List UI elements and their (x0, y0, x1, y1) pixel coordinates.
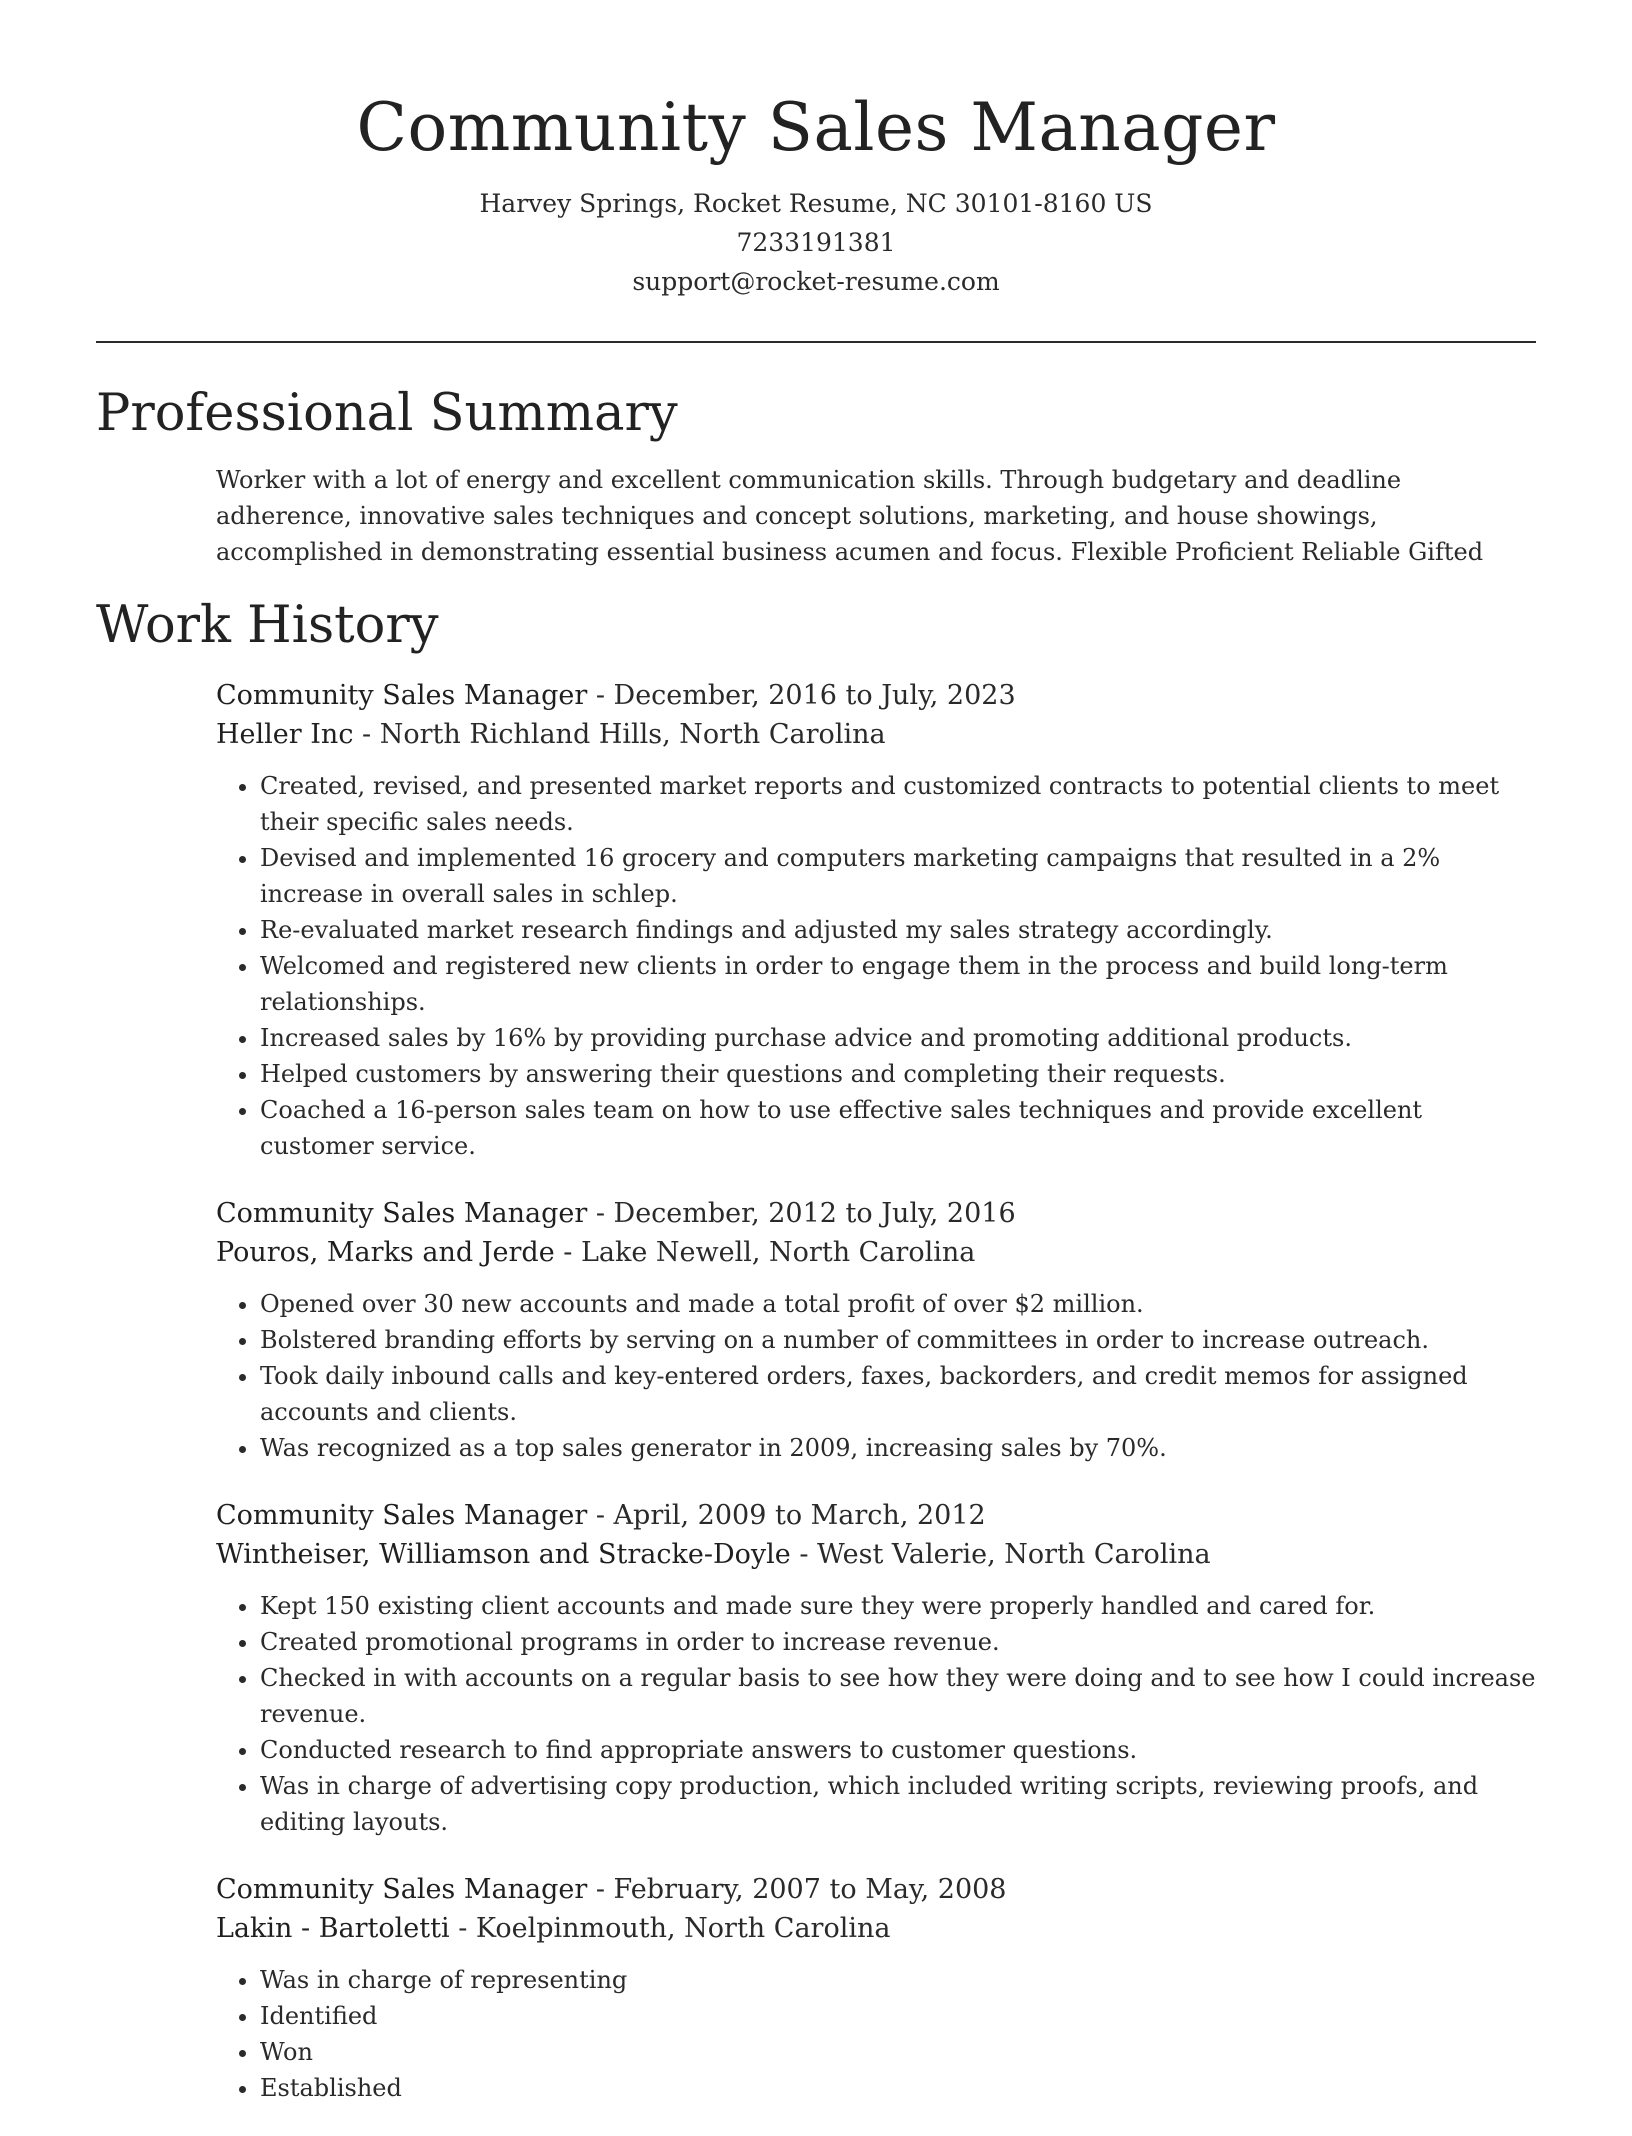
job-entry (216, 1870, 1536, 2106)
job-company: Pouros, Marks and Jerde (216, 1237, 555, 1268)
job-dates: - December, 2012 to July, 2016 (587, 1198, 1016, 1229)
job-bullet: • Won (260, 2034, 1536, 2070)
job-bullet: • Kept 150 existing client accounts and made sure they were properly handled and cared for. (260, 1588, 1536, 1624)
job-location: - Lake Newell, North Carolina (554, 1237, 976, 1268)
job-title-line (216, 1194, 1536, 1233)
job-title-line (216, 1496, 1536, 1535)
job-bullets (216, 1286, 1536, 1466)
job-location: - West Valerie, North Carolina (790, 1539, 1211, 1570)
job-role: Community Sales Manager (216, 1500, 588, 1531)
contact-phone: 7233191381 (736, 228, 896, 257)
job-bullet: • Conducted research to find appropriate answers to customer questions. (260, 1732, 1536, 1768)
job-bullets (216, 1962, 1536, 2106)
job-bullet: • Re-evaluated market research findings and adjusted my sales strategy accordingly. (260, 912, 1536, 948)
job-company-line (216, 1535, 1536, 1574)
job-bullet: • Identified (260, 1998, 1536, 2034)
job-bullet: • Established (260, 2070, 1536, 2106)
job-bullet: • Created promotional programs in order to increase revenue. (260, 1624, 1536, 1660)
job-bullets (216, 1588, 1536, 1840)
contact-address: Harvey Springs, Rocket Resume, NC 30101-8160 US (479, 189, 1153, 218)
job-dates: - December, 2016 to July, 2023 (587, 680, 1016, 711)
job-bullet: • Was in charge of advertising copy production, which included writing scripts, reviewing proofs, and editing layouts. (260, 1768, 1536, 1840)
job-entry (216, 1194, 1536, 1466)
job-entry (216, 1496, 1536, 1840)
job-role: Community Sales Manager (216, 680, 588, 711)
job-bullet: • Created, revised, and presented market reports and customized contracts to potential clients to meet their specific sales needs. (260, 768, 1536, 840)
job-company: Wintheiser, Williamson and Stracke-Doyle (216, 1539, 791, 1570)
contact-info (0, 184, 1632, 301)
job-company-line (216, 1909, 1536, 1948)
job-role: Community Sales Manager (216, 1874, 588, 1905)
job-dates: - February, 2007 to May, 2008 (587, 1874, 1007, 1905)
job-location: - Koelpinmouth, North Carolina (449, 1913, 891, 1944)
job-bullet: • Took daily inbound calls and key-entered orders, faxes, backorders, and credit memos for assigned accounts and clients. (260, 1358, 1536, 1430)
job-company: Lakin - Bartoletti (216, 1913, 450, 1944)
header-divider (96, 341, 1536, 343)
job-bullet: • Coached a 16-person sales team on how to use effective sales techniques and provide excellent customer service. (260, 1092, 1536, 1164)
summary-heading: Professional Summary (96, 384, 678, 443)
job-company: Heller Inc (216, 719, 354, 750)
job-bullet: • Was recognized as a top sales generator in 2009, increasing sales by 70%. (260, 1430, 1536, 1466)
job-role: Community Sales Manager (216, 1198, 588, 1229)
work-history-list (216, 676, 1536, 2136)
resume-header (0, 0, 1632, 301)
summary-text: Worker with a lot of energy and excellent communication skills. Through budgetary and deadline adherence, innovative sales techniques and concept solutions, marketing, and house showings, accomplished in demonstrating essential business acumen and focus. Flexible Proficient Reliable Gifted (216, 466, 1484, 566)
job-company-line (216, 715, 1536, 754)
job-entry (216, 676, 1536, 1164)
job-company-line (216, 1233, 1536, 1272)
work-history-heading: Work History (96, 596, 439, 655)
job-bullet: • Bolstered branding efforts by serving on a number of committees in order to increase outreach. (260, 1322, 1536, 1358)
job-bullet: • Opened over 30 new accounts and made a total profit of over $2 million. (260, 1286, 1536, 1322)
job-title-line (216, 1870, 1536, 1909)
job-bullets (216, 768, 1536, 1164)
job-bullet: • Welcomed and registered new clients in order to engage them in the process and build long-term relationships. (260, 948, 1536, 1020)
job-bullet: • Increased sales by 16% by providing purchase advice and promoting additional products. (260, 1020, 1536, 1056)
job-bullet: • Devised and implemented 16 grocery and computers marketing campaigns that resulted in a 2% increase in overall sales in schlep. (260, 840, 1536, 912)
contact-email: support@rocket-resume.com (632, 267, 1000, 296)
job-bullet: • Was in charge of representing (260, 1962, 1536, 1998)
resume-name: Community Sales Manager (356, 89, 1276, 166)
job-dates: - April, 2009 to March, 2012 (587, 1500, 986, 1531)
job-bullet: • Helped customers by answering their questions and completing their requests. (260, 1056, 1536, 1092)
job-title-line (216, 676, 1536, 715)
job-location: - North Richland Hills, North Carolina (353, 719, 886, 750)
job-bullet: • Checked in with accounts on a regular basis to see how they were doing and to see how I could increase revenue. (260, 1660, 1536, 1732)
